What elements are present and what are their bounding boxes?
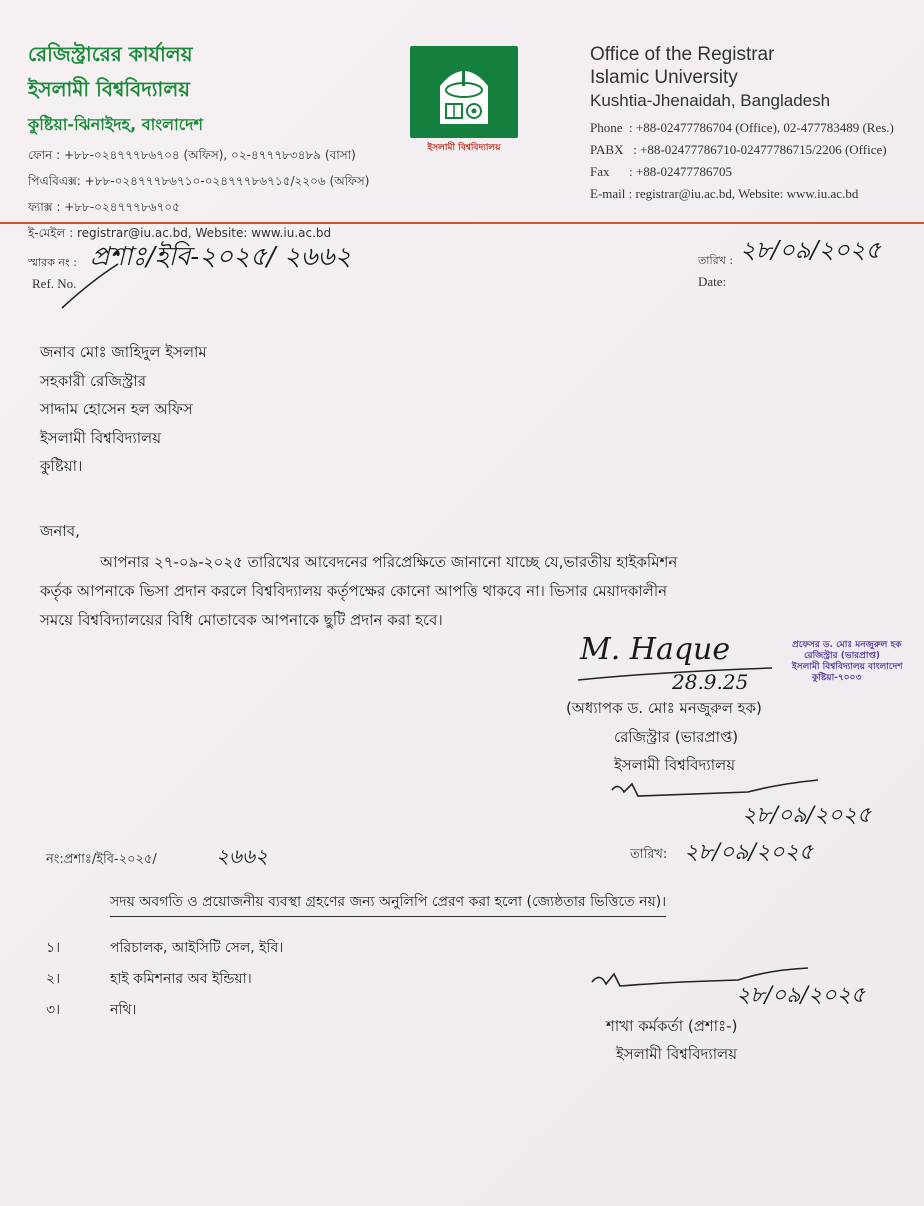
header-bn [28,40,388,245]
registrar-seal [792,640,922,684]
copy-list-item [46,995,283,1026]
copy-list-item [46,964,283,995]
header-en-pabx: PABX : +88-02477786710-02477786715/2206 (Office) [590,142,887,157]
copy-date-handwritten: ২৮/০৯/২০২৫ [684,840,814,865]
header-en-location: Kushtia-Jhenaidah, Bangladesh [590,91,831,110]
copy-list-text: নথি। [110,1002,137,1018]
logo-caption: ইসলামী বিশ্ববিদ্যালয় [427,143,501,153]
copy-list [46,933,283,1026]
signatory-designation: রেজিস্ট্রার (ভারপ্রাপ্ত) [614,728,739,746]
seal-line: কুষ্টিয়া-৭০০৩ [812,673,862,683]
university-logo [410,46,518,138]
date-handwritten: ২৮/০৯/২০২৫ [740,236,881,264]
header-en-phone: Phone : +88-02477786704 (Office), 02-477783489 (Res.) [590,120,894,135]
header-bn-office: রেজিস্ট্রারের কার্যালয় [28,42,193,66]
header-bn-pabx: পিএবিএক্স: +৮৮-০২৪৭৭৭৮৬৭১০-০২৪৭৭৭৮৬৭১৫/২২০৬ (অফিস) [28,174,370,188]
copy-list-num: ৩। [46,1002,61,1018]
signatory-name: (অধ্যাপক ড. মোঃ মনজুরুল হক) [566,699,762,717]
header-bn-university: ইসলামী বিশ্ববিদ্যালয় [28,77,191,101]
header-bn-fax: ফ্যাক্স : +৮৮-০২৪৭৭৭৮৬৭০৫ [28,200,180,214]
recipient-line: ইসলামী বিশ্ববিদ্যালয় [40,428,162,447]
body-line: আপনার ২৭-০৯-২০২৫ তারিখের আবেদনের পরিপ্রেক্ষিতে জানানো যাচ্ছে যে,ভারতীয় হাইকমিশন [100,553,678,571]
recipient-block [40,338,207,481]
ref-handwritten: প্রশাঃ/ইবি-২০২৫/ ২৬৬২ [90,242,352,272]
officer-title: শাখা কর্মকর্তা (প্রশাঃ-) [606,1017,738,1035]
header-en [590,44,920,202]
body-line: সময়ে বিশ্ববিদ্যালয়ের বিধি মোতাবেক আপনাকে ছুটি প্রদান করা হবে। [40,611,443,629]
copy-ref-handwritten: ২৬৬২ [216,844,269,868]
header-bn-email: ই-মেইল : registrar@iu.ac.bd, Website: www.iu.ac.bd [28,226,332,240]
date-label-bn: তারিখ : [698,254,734,267]
recipient-line: জনাব মোঃ জাহিদুল ইসলাম [40,343,207,361]
seal-line: ইসলামী বিশ্ববিদ্যালয় বাংলাদেশ [792,662,903,672]
signature-date-handwritten: 28.9.25 [672,670,749,694]
header-en-fax: Fax : +88-02477786705 [590,164,733,179]
officer-institution: ইসলামী বিশ্ববিদ্যালয় [616,1045,738,1063]
signatory-institution: ইসলামী বিশ্ববিদ্যালয় [614,756,736,774]
initial-date-handwritten: ২৮/০৯/২০২৫ [742,803,872,828]
recipient-line: সাদ্দাম হোসেন হল অফিস [40,400,193,418]
seal-line: প্রফেসর ড. মোঃ মনজুরুল হক [792,640,902,650]
logo-emblem-icon [410,46,518,138]
recipient-line: কুষ্টিয়া। [40,457,83,475]
officer-date-handwritten: ২৮/০৯/২০২৫ [736,983,866,1008]
copy-list-num: ১। [46,940,61,956]
copy-ref-label: নং:প্রশাঃ/ইবি-২০২৫/ [46,852,157,867]
ref-label-bn: স্মারক নং : [28,256,77,269]
header-bn-location: কুষ্টিয়া-ঝিনাইদহ, বাংলাদেশ [28,115,204,134]
copy-list-text: হাই কমিশনার অব ইন্ডিয়া। [110,971,252,987]
copy-list-num: ২। [46,971,61,987]
copy-list-text: পরিচালক, আইসিটি সেল, ইবি। [110,940,284,956]
salutation: জনাব, [40,522,80,540]
ref-pen-stroke [60,262,120,310]
ref-label-en: Ref. No. [32,276,77,291]
letter-body [40,548,885,635]
copy-list-item [46,933,283,964]
header-en-email: E-mail : registrar@iu.ac.bd, Website: www.iu.ac.bd [590,186,859,201]
header-en-university: Islamic University [590,67,738,88]
seal-line: রেজিস্ট্রার (ভারপ্রাপ্ত) [804,651,880,661]
body-line: কর্তৃক আপনাকে ভিসা প্রদান করলে বিশ্ববিদ্যালয় কর্তৃপক্ষের কোনো আপত্তি থাকবে না। ভিসার মেয়াদকালীন [40,582,668,600]
recipient-line: সহকারী রেজিস্ট্রার [40,371,146,390]
signature-handwritten: M. Haque [580,632,731,667]
copy-note: সদয় অবগতি ও প্রয়োজনীয় ব্যবস্থা গ্রহণের জন্য অনুলিপি প্রেরণ করা হলো (জ্যেষ্ঠতার ভিত্তিতে নয়)। [110,890,666,917]
date-label-en: Date: [698,274,727,289]
copy-date-label: তারিখ: [630,847,668,862]
header-bn-phone: ফোন : +৮৮-০২৪৭৭৭৮৬৭০৪ (অফিস), ০২-৪৭৭৭৮৩৪৮৯ (বাসা) [28,148,356,162]
header-en-office: Office of the Registrar [590,44,775,65]
header-divider [0,222,924,224]
